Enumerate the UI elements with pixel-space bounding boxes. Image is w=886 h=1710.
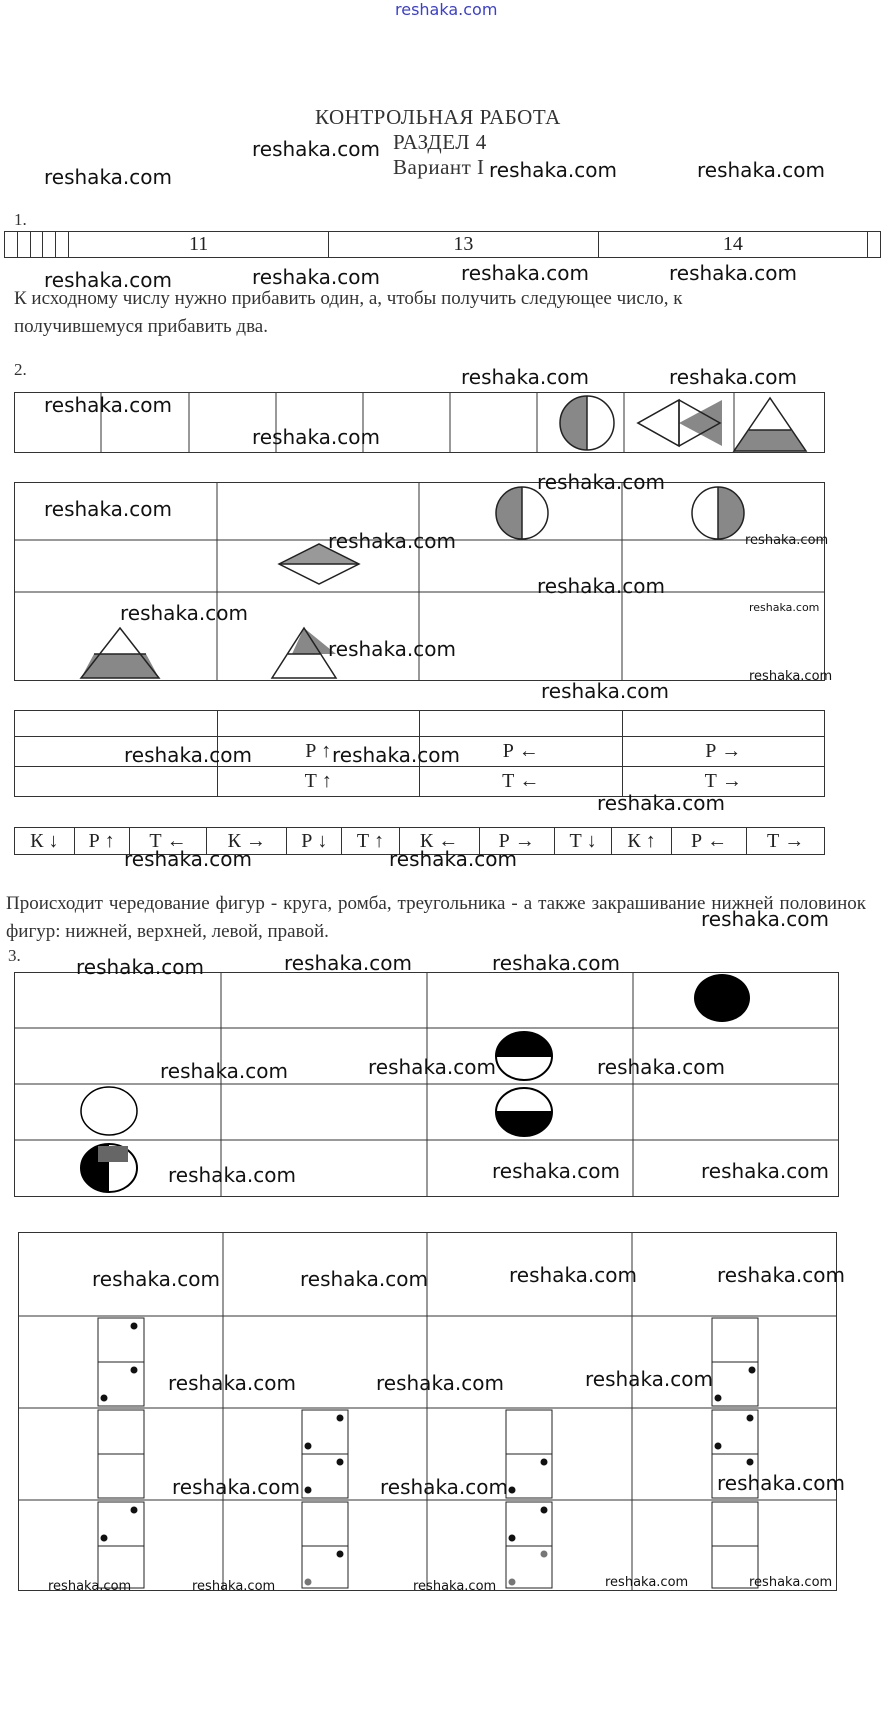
watermark: reshaka.com xyxy=(597,1055,725,1079)
watermark: reshaka.com xyxy=(252,137,380,161)
watermark: reshaka.com xyxy=(745,533,829,548)
task1-cell xyxy=(868,232,881,258)
watermark: reshaka.com xyxy=(492,1159,620,1183)
half-circle-icon xyxy=(496,1032,552,1080)
triangle-icon xyxy=(734,398,806,451)
watermark: reshaka.com xyxy=(284,951,412,975)
watermark: reshaka.com xyxy=(172,1475,300,1499)
watermark: reshaka.com xyxy=(44,497,172,521)
domino-icon xyxy=(506,1410,552,1498)
task1-cell xyxy=(56,232,69,258)
arrow-cell xyxy=(420,711,623,737)
watermark: reshaka.com xyxy=(368,1055,496,1079)
watermark: reshaka.com xyxy=(380,1475,508,1499)
watermark: reshaka.com xyxy=(413,1579,497,1594)
watermark: reshaka.com xyxy=(44,268,172,292)
domino-icon xyxy=(302,1410,348,1498)
domino-icon xyxy=(712,1318,758,1406)
task1-number: 1. xyxy=(14,210,27,229)
document-title: КОНТРОЛЬНАЯ РАБОТА xyxy=(315,105,561,129)
watermark: reshaka.com xyxy=(509,1263,637,1287)
watermark: reshaka.com xyxy=(124,743,252,767)
arrow-cell: Р ↑ xyxy=(217,737,420,767)
arrow-cell xyxy=(15,767,218,797)
sequence-cell: Р ← xyxy=(671,828,746,855)
domino-icon xyxy=(302,1502,348,1588)
arrow-cell xyxy=(622,711,825,737)
variant-title: Вариант I xyxy=(393,155,485,179)
sequence-cell: Т ↑ xyxy=(342,828,399,855)
watermark: reshaka.com xyxy=(160,1059,288,1083)
task1-explanation: К исходному числу нужно прибавить один, а, чтобы получить следующее число, к получившемуся прибавить два. xyxy=(14,288,683,337)
watermark: reshaka.com xyxy=(585,1367,713,1391)
watermark: reshaka.com xyxy=(749,601,820,614)
watermark: reshaka.com xyxy=(44,393,172,417)
domino-icon xyxy=(98,1502,144,1588)
filled-circle-icon xyxy=(694,974,750,1022)
half-circle-icon xyxy=(81,1144,137,1192)
task1-cell: 13 xyxy=(329,232,598,258)
sequence-cell: Т ← xyxy=(129,828,207,855)
sequence-cell: Р ↑ xyxy=(74,828,129,855)
watermark: reshaka.com xyxy=(92,1267,220,1291)
section-title: РАЗДЕЛ 4 xyxy=(393,130,487,154)
watermark: reshaka.com xyxy=(44,165,172,189)
watermark: reshaka.com xyxy=(461,365,589,389)
watermark: reshaka.com xyxy=(669,261,797,285)
half-circle-icon xyxy=(496,487,548,539)
watermark: reshaka.com xyxy=(168,1371,296,1395)
task2-number: 2. xyxy=(14,360,27,379)
sequence-cell: К ↑ xyxy=(612,828,672,855)
half-circle-icon xyxy=(496,1088,552,1136)
watermark: reshaka.com xyxy=(461,261,589,285)
domino-icon xyxy=(506,1502,552,1588)
triangle-icon xyxy=(272,628,336,678)
diamond-icon xyxy=(638,400,722,446)
watermark: reshaka.com xyxy=(252,265,380,289)
watermark: reshaka.com xyxy=(124,847,252,871)
arrow-cell xyxy=(15,711,218,737)
watermark: reshaka.com xyxy=(192,1579,276,1594)
watermark: reshaka.com xyxy=(489,158,617,182)
task1-cell: 11 xyxy=(69,232,329,258)
watermark: reshaka.com xyxy=(300,1267,428,1291)
site-link[interactable]: reshaka.com xyxy=(395,0,498,19)
domino-icon xyxy=(98,1410,144,1498)
watermark: reshaka.com xyxy=(252,425,380,449)
watermark: reshaka.com xyxy=(76,955,204,979)
arrow-cell: Т → xyxy=(622,767,825,797)
watermark: reshaka.com xyxy=(328,529,456,553)
triangle-icon xyxy=(81,628,159,678)
watermark: reshaka.com xyxy=(697,158,825,182)
arrow-cell: Т ↑ xyxy=(217,767,420,797)
sequence-cell: Р ↓ xyxy=(287,828,342,855)
half-circle-icon xyxy=(692,487,744,539)
watermark: reshaka.com xyxy=(749,669,833,684)
watermark: reshaka.com xyxy=(328,637,456,661)
sequence-cell: К ← xyxy=(399,828,479,855)
empty-circle-icon xyxy=(81,1087,137,1135)
watermark: reshaka.com xyxy=(376,1371,504,1395)
sequence-cell: Р → xyxy=(479,828,554,855)
domino-icon xyxy=(98,1318,144,1406)
sequence-cell: Т → xyxy=(747,828,825,855)
watermark: reshaka.com xyxy=(597,791,725,815)
sequence-cell: Т ↓ xyxy=(554,828,611,855)
watermark: reshaka.com xyxy=(332,743,460,767)
sequence-cell: К ↓ xyxy=(15,828,75,855)
task1-number-table xyxy=(4,231,881,258)
task1-cell xyxy=(30,232,43,258)
watermark: reshaka.com xyxy=(492,951,620,975)
watermark: reshaka.com xyxy=(389,847,517,871)
task1-cell xyxy=(5,232,18,258)
task3-number: 3. xyxy=(8,946,21,965)
arrow-cell xyxy=(217,711,420,737)
task1-cell xyxy=(43,232,56,258)
arrow-cell: Р ← xyxy=(420,737,623,767)
watermark: reshaka.com xyxy=(701,907,829,931)
watermark: reshaka.com xyxy=(541,679,669,703)
watermark: reshaka.com xyxy=(48,1579,132,1594)
watermark: reshaka.com xyxy=(605,1575,689,1590)
arrow-cell: Т ← xyxy=(420,767,623,797)
watermark: reshaka.com xyxy=(168,1163,296,1187)
watermark: reshaka.com xyxy=(717,1263,845,1287)
watermark: reshaka.com xyxy=(537,470,665,494)
watermark: reshaka.com xyxy=(717,1471,845,1495)
watermark: reshaka.com xyxy=(120,601,248,625)
watermark: reshaka.com xyxy=(749,1575,833,1590)
task2-explanation: Происходит чередование фигур - круга, ромба, треугольника - а также закрашивание нижней половинок фигур: нижней, верхней, левой, правой. xyxy=(6,893,866,942)
sequence-cell: К → xyxy=(207,828,287,855)
watermark: reshaka.com xyxy=(701,1159,829,1183)
half-circle-icon xyxy=(560,396,614,450)
watermark: reshaka.com xyxy=(669,365,797,389)
task1-cell: 14 xyxy=(598,232,867,258)
arrow-cell: Р → xyxy=(622,737,825,767)
watermark: reshaka.com xyxy=(537,574,665,598)
task1-cell xyxy=(17,232,30,258)
